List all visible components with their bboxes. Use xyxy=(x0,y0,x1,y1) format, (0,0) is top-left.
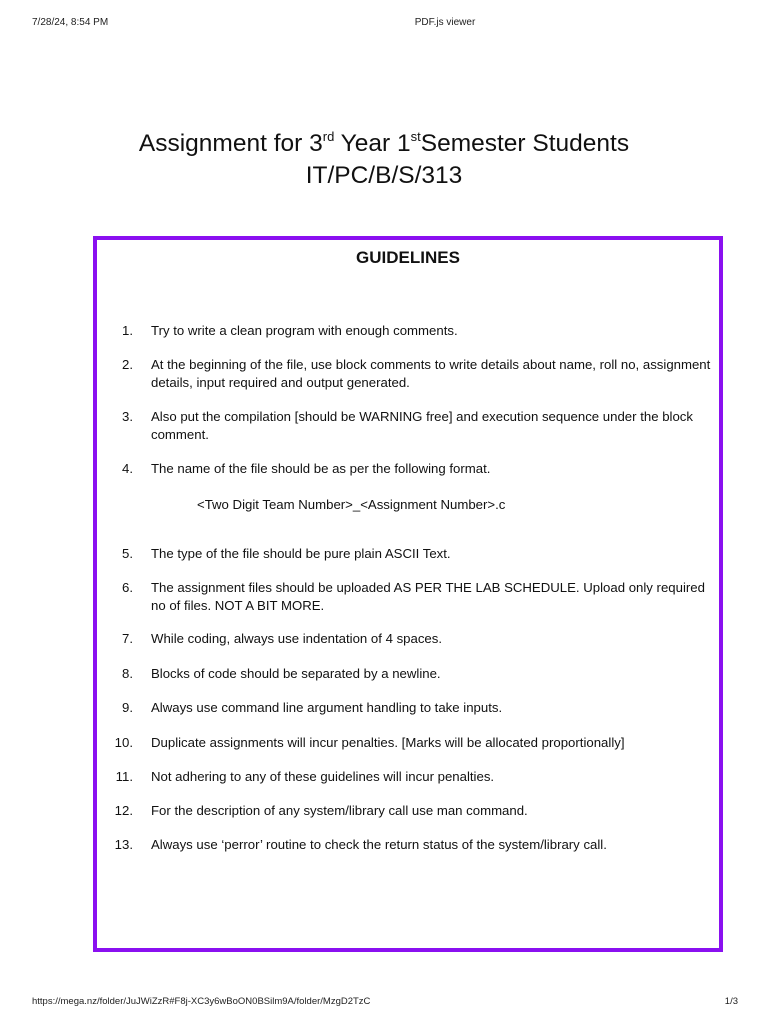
title-text-a: Assignment for 3 xyxy=(138,130,323,157)
document-title-line2: IT/PC/B/S/313 xyxy=(305,162,463,189)
print-footer xyxy=(0,996,768,1010)
guideline-text: While coding, always use indentation of 4 spaces. xyxy=(151,631,443,646)
guidelines-box xyxy=(93,236,723,952)
guideline-text: Duplicate assignments will incur penalties. [Marks will be allocated proportionally] xyxy=(151,735,625,750)
guidelines-heading: GUIDELINES xyxy=(356,248,460,267)
guideline-number: 9. xyxy=(122,700,133,715)
print-viewer-title: PDF.js viewer xyxy=(414,17,476,28)
document-title xyxy=(0,128,768,192)
guideline-number: 1. xyxy=(122,323,133,338)
guideline-number: 10. xyxy=(114,735,133,750)
guideline-number: 13. xyxy=(114,837,133,852)
guideline-text: Always use ‘perror’ routine to check the return status of the system/library call. xyxy=(151,837,607,852)
title-text-b: Year 1 xyxy=(334,130,411,157)
guideline-text: The type of the file should be pure plain ASCII Text. xyxy=(151,546,451,561)
guideline-text: Always use command line argument handling to take inputs. xyxy=(151,700,503,715)
guideline-text: The assignment files should be uploaded AS PER THE LAB SCHEDULE. Upload only required no of files. NOT A BIT MORE. xyxy=(151,580,705,613)
title-text-c: Semester Students xyxy=(420,130,630,157)
guideline-text: Not adhering to any of these guidelines will incur penalties. xyxy=(151,769,495,784)
guideline-number: 5. xyxy=(122,546,133,561)
guideline-number: 8. xyxy=(122,666,133,681)
print-page-number: 1/3 xyxy=(724,996,738,1007)
title-sup-st: st xyxy=(410,129,421,144)
guideline-number: 2. xyxy=(122,357,133,372)
guideline-text: Blocks of code should be separated by a newline. xyxy=(151,666,441,681)
print-header xyxy=(0,17,768,31)
print-source-url: https://mega.nz/folder/JuJWiZzR#F8j-XC3y6wBoON0BSilm9A/folder/MzgD2TzC xyxy=(32,996,371,1007)
title-sup-rd: rd xyxy=(322,129,335,144)
guideline-number: 4. xyxy=(122,461,133,476)
guideline-number: 12. xyxy=(114,803,133,818)
guideline-text: Also put the compilation [should be WARNING free] and execution sequence under the block comment. xyxy=(151,409,693,442)
guideline-number: 6. xyxy=(122,580,133,595)
guideline-number: 11. xyxy=(115,769,133,784)
guideline-text: The name of the file should be as per the following format. xyxy=(151,461,491,476)
guideline-text: For the description of any system/library call use man command. xyxy=(151,803,528,818)
guideline-text: At the beginning of the file, use block comments to write details about name, roll no, assignment details, input required and output generated. xyxy=(151,357,711,390)
document-title-line1 xyxy=(0,128,768,160)
guideline-number: 7. xyxy=(122,631,133,646)
guideline-number: 3. xyxy=(122,409,133,424)
filename-format-example: <Two Digit Team Number>_<Assignment Number>.c xyxy=(197,497,506,512)
print-datetime: 7/28/24, 8:54 PM xyxy=(32,17,109,28)
guideline-text: Try to write a clean program with enough comments. xyxy=(151,323,458,338)
